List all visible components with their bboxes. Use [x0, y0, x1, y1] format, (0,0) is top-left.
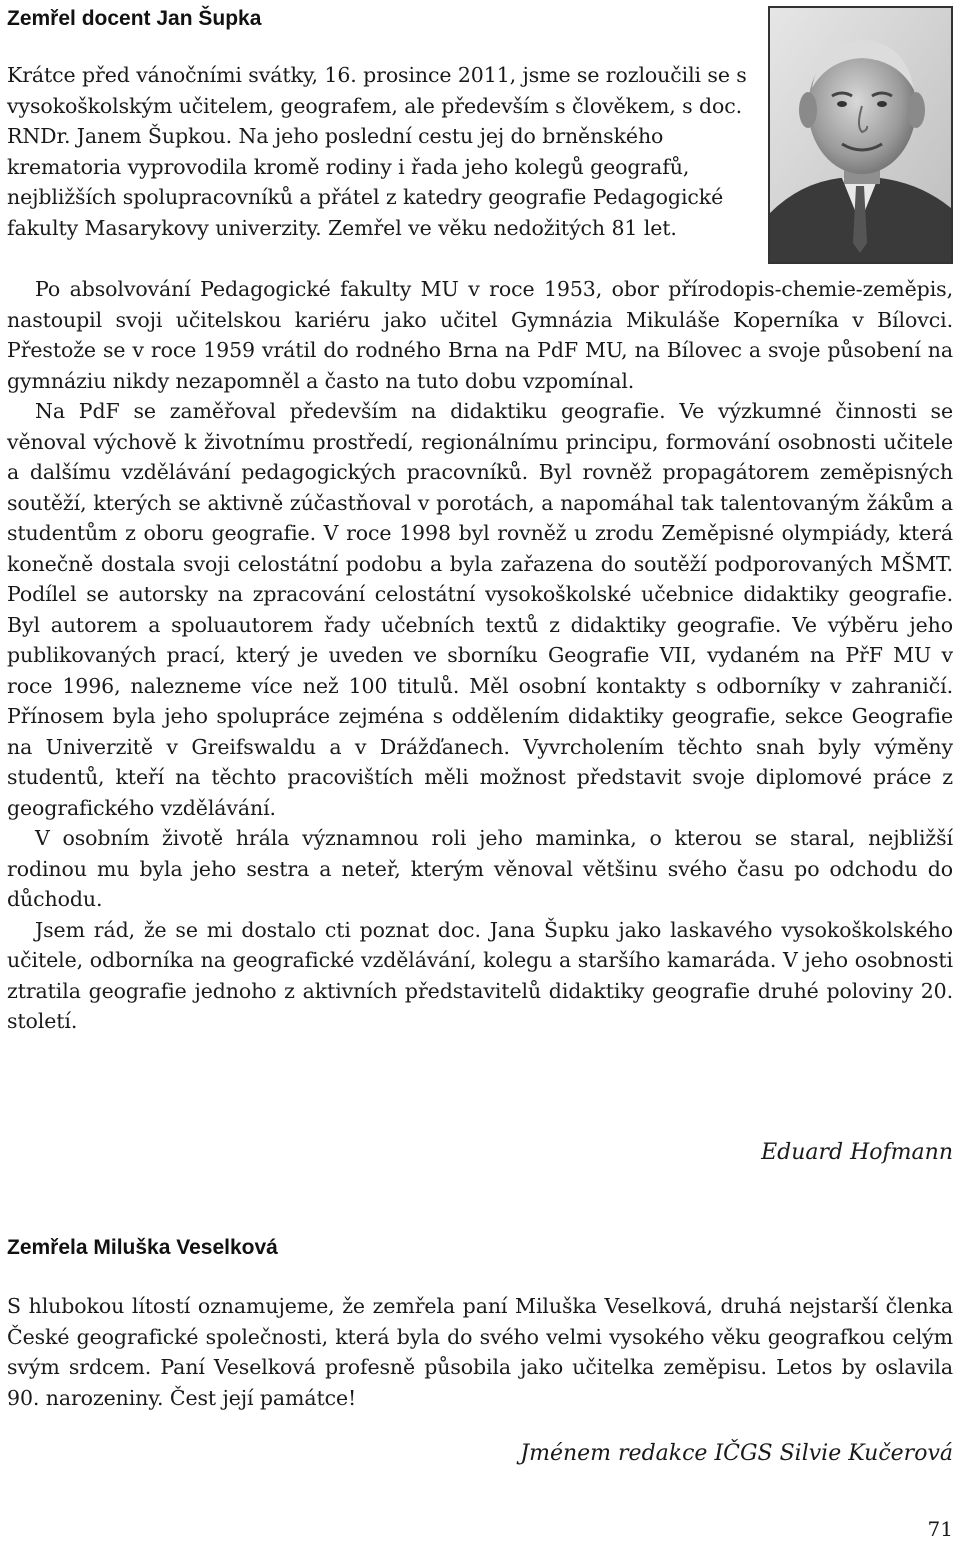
article-paragraph: S hlubokou lítostí oznamujeme, že zemřela paní Miluška Veselková, druhá nejstarší členka České geografické společnosti, která byla do svého velmi vysokého věku geografkou celým svým srdcem. Paní Veselková profesně působila jako učitelka zeměpisu. Letos by oslavila 90. narozeniny. Čest její památce! — [7, 1294, 953, 1410]
article-paragraph: Jsem rád, že se mi dostalo cti poznat doc. Jana Šupku jako laskavého vysokoškolského učitele, odborníka na geografické vzdělávání, kolegu a staršího kamaráda. V jeho osobnosti ztratila geografie jednoho z aktivních představitelů didaktiky geografie druhé poloviny 20. století. — [7, 917, 953, 1033]
article-paragraph: Na PdF se zaměřoval především na didaktiku geografie. Ve výzkumné činnosti se věnoval výchově k životnímu prostředí, regionálnímu principu, formování osobnosti učitele a dalšímu vzdělávání pedagogických pracovníků. Byl rovněž propagátorem zeměpisných soutěží, kterých se aktivně zúčastňoval v porotách, a napomáhal tak talentovaným žákům a studentům z oboru geografie. V roce 1998 byl rovněž u zrodu Zeměpisné olympiády, která konečně dostala svoji celostátní podobu a byla zařazena do soutěží podporovaných MŠMT. Podílel se autorsky na zpracování celostátní vysokoškolské učebnice didaktiky geografie. Byl autorem a spoluautorem řady učebních textů z didaktiky geografie. Ve výběru jeho publikovaných prací, který je uveden ve sborníku Geografie VII, vydaném na PřF MU v roce 1996, nalezneme více než 100 titulů. Měl osobní kontakty s odborníky v zahraničí. Přínosem byla jeho spolupráce zejména s oddělením didaktiky geografie, sekce Geografie na Univerzitě v Greifswaldu a v Drážďanech. Vyvrcholením těchto snah byly výměny studentů, kteří na těchto pracovištích měli možnost představit svoje diplomové práce z geografického vzdělávání. — [7, 399, 953, 820]
author-signature: Jménem redakce IČGS Silvie Kučerová — [520, 1441, 953, 1466]
article-paragraph: Krátce před vánočními svátky, 16. prosince 2011, jsme se rozloučili se s vysokoškolským učitelem, geografem, ale především s člověkem, s doc. RNDr. Janem Šupkou. Na jeho poslední cestu jej do brněnského krematoria vyprovodila kromě rodiny i řada jeho kolegů geografů, nejbližších spolupracovníků a přátel z katedry geografie Pedagogické fakulty Masarykovy univerzity. Zemřel ve věku nedožitých 81 let. — [7, 63, 747, 240]
article-body — [7, 274, 953, 1037]
author-signature: Eduard Hofmann — [761, 1140, 953, 1165]
article-title: Zemřel docent Jan Šupka — [7, 7, 262, 30]
page-number: 71 — [927, 1517, 953, 1541]
portrait-photo — [768, 6, 953, 264]
article-paragraph: Po absolvování Pedagogické fakulty MU v roce 1953, obor přírodopis-chemie-zeměpis, nastoupil svoji učitelskou kariéru jako učitel Gymnázia Mikuláše Koperníka v Bílovci. Přestože se v roce 1959 vrátil do rodného Brna na PdF MU, na Bílovec a svoje působení na gymnáziu nikdy nezapomněl a často na tuto dobu vzpomínal. — [7, 277, 953, 393]
article-title: Zemřela Miluška Veselková — [7, 1236, 278, 1259]
portrait-image — [770, 8, 951, 262]
article-body — [7, 1291, 953, 1413]
article-paragraph: V osobním životě hrála významnou roli jeho maminka, o kterou se staral, nejbližší rodinou mu byla jeho sestra a neteř, kterým věnoval většinu svého času po odchodu do důchodu. — [7, 826, 953, 911]
